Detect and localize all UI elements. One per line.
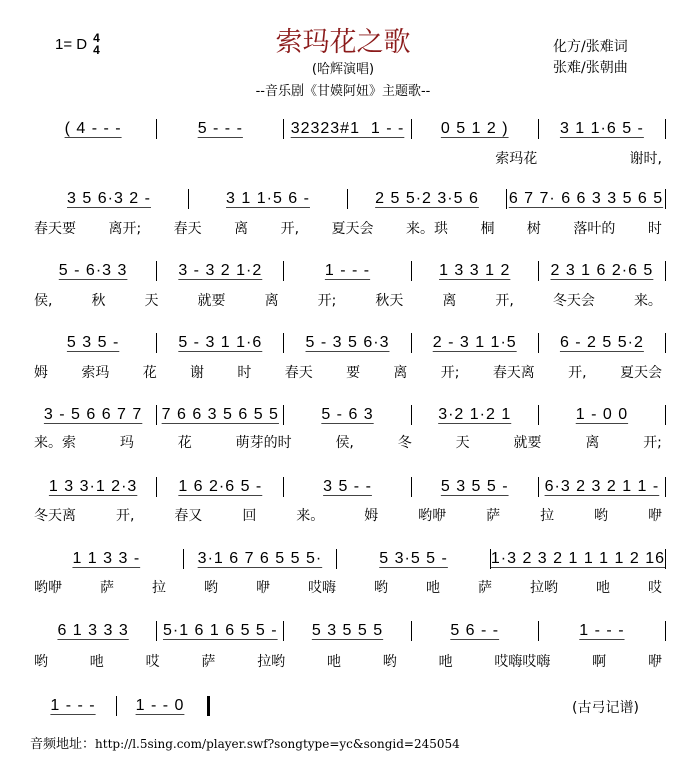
lyric-word: 萨	[478, 580, 492, 596]
notation-line	[30, 188, 666, 210]
measure: 1 3 3 1 2	[439, 262, 511, 279]
measure: 5 - 6·3 3	[58, 262, 128, 279]
audio-label: 音频地址：	[30, 737, 96, 752]
lyric-word: 天	[455, 435, 470, 451]
measure: 3 5 - -	[323, 478, 372, 495]
lyric-word: 冬天会	[552, 293, 595, 309]
measure: 1·3 2 3 2 1 1 1 1 2 16	[490, 550, 665, 567]
lyric-word: 开;	[643, 435, 662, 451]
lyric-word: 哎	[145, 654, 160, 670]
notation-line	[30, 620, 666, 642]
lyric-word: 萨	[201, 654, 216, 670]
measure: 6 1 3 3 3	[57, 622, 129, 639]
lyric-word: 啊	[592, 654, 607, 670]
transcriber-credit: (古弓记谱)	[572, 700, 639, 716]
lyrics-line	[30, 148, 666, 168]
measure: 6·3 2 3 2 1 1 -	[544, 478, 660, 495]
lyric-word: 萨	[486, 508, 501, 524]
lyric-word: 哟	[374, 580, 388, 596]
notation-line	[30, 695, 210, 717]
measure: 1 3 3·1 2·3	[48, 478, 138, 495]
lyric-word: 秋天	[375, 293, 404, 309]
lyric-word: 来。	[633, 293, 662, 309]
lyric-word: 时	[647, 221, 662, 237]
measure: 3 1 1·5 6 -	[226, 190, 310, 207]
lyric-word: 索玛	[81, 365, 110, 381]
lyrics-line	[30, 651, 666, 671]
notation-line	[30, 260, 666, 282]
lyric-word: 索玛花	[495, 151, 538, 167]
lyrics-line	[30, 577, 666, 597]
measure: 5 3 5 5 -	[440, 478, 509, 495]
subtitle: --音乐剧《甘嫫阿妞》主题歌--	[255, 84, 431, 99]
measure: 32323#1 1 - -	[290, 120, 405, 137]
measure: 3 1 1·6 5 -	[559, 120, 644, 137]
audio-url[interactable]: http://l.5sing.com/player.swf?songtype=yc&songid=245054	[95, 737, 460, 751]
lyric-word: 哎嗨哎嗨	[494, 654, 551, 670]
lyric-word: 咿	[256, 580, 270, 596]
lyric-word: 咿	[647, 654, 662, 670]
lyric-word: 哎嗨	[308, 580, 336, 596]
measure: 2 5 5·2 3·5 6	[375, 190, 479, 207]
lyric-word: 离开;	[108, 221, 142, 237]
lyric-word: 夏天会	[331, 221, 374, 237]
measure: 1 - - -	[579, 622, 625, 639]
singer: (哈辉演唱)	[311, 62, 375, 77]
lyric-word: 萨	[100, 580, 114, 596]
lyric-word: 夏天会	[619, 365, 662, 381]
measure: 2 3 1 6 2·6 5	[550, 262, 654, 279]
measure: 6 - 2 5 5·2	[559, 334, 644, 351]
lyric-word: 回	[242, 508, 257, 524]
lyric-word: 吔	[89, 654, 104, 670]
lyric-word: 冬	[397, 435, 412, 451]
measure: 3 - 5 6 6 7 7	[43, 406, 143, 423]
audio-link	[30, 733, 460, 752]
measure: 1 1 3 3 -	[72, 550, 141, 567]
lyric-word: 离	[442, 293, 457, 309]
measure: 3 5 6·3 2 -	[67, 190, 151, 207]
lyric-word: 玛	[119, 435, 134, 451]
lyric-word: 哟咿	[418, 508, 447, 524]
lyric-word: 花	[177, 435, 192, 451]
lyric-word: 侯,	[34, 293, 53, 309]
measure: 1 - - -	[50, 697, 96, 714]
lyric-word: 就要	[513, 435, 542, 451]
barline	[665, 261, 666, 281]
lyrics-line	[30, 505, 666, 525]
notation-line	[30, 118, 666, 140]
measure: 1 - 0 0	[575, 406, 629, 423]
lyric-word: 离	[234, 221, 249, 237]
notation-line	[30, 332, 666, 354]
barline	[665, 477, 666, 497]
lyric-word: 哟	[382, 654, 397, 670]
notation-line	[30, 476, 666, 498]
lyric-word: 离	[264, 293, 279, 309]
lyric-word: 开,	[495, 293, 514, 309]
lyric-word: 谢	[190, 365, 205, 381]
lyric-word: 吔	[596, 580, 610, 596]
measure: 3·1 6 7 6 5 5 5·	[197, 550, 323, 567]
lyric-word: 春天要	[34, 221, 76, 237]
measure: 5 - 6 3	[321, 406, 374, 423]
lyric-word: 拉哟	[530, 580, 558, 596]
lyrics-line	[30, 218, 666, 238]
lyric-word: 就要	[197, 293, 226, 309]
lyric-word: 哟	[34, 654, 48, 670]
measure: 3 - 3 2 1·2	[178, 262, 263, 279]
lyric-word: 哟	[204, 580, 218, 596]
lyric-word: 谢时,	[629, 151, 662, 167]
measure: 5 3·5 5 -	[379, 550, 448, 567]
measure: 5 - 3 1 1·6	[178, 334, 263, 351]
lyrics-line	[30, 290, 666, 310]
lyric-word: 哟咿	[34, 580, 62, 596]
lyric-word: 天	[144, 293, 159, 309]
measure: 5 3 5 5 5	[311, 622, 384, 639]
lyric-word: 拉哟	[257, 654, 286, 670]
lyrics-line	[30, 432, 666, 452]
lyric-word: 冬天离	[34, 508, 76, 524]
lyric-word: 哟	[594, 508, 609, 524]
measure: 7 6 6 3 5 6 5 5	[161, 406, 279, 423]
measure: 5 6 - -	[450, 622, 500, 639]
measure: 6 7 7· 6 6 3 3 5 6 5	[508, 190, 664, 207]
measure: 1 - - -	[324, 262, 371, 279]
lyric-word: 秋	[91, 293, 106, 309]
lyrics-line	[30, 362, 666, 382]
lyric-word: 春天	[173, 221, 202, 237]
lyric-word: 春天	[284, 365, 313, 381]
measure: 1 6 2·6 5 -	[178, 478, 263, 495]
measure: 5 3 5 -	[66, 334, 120, 351]
lyric-word: 离	[585, 435, 600, 451]
barline	[665, 549, 666, 569]
measure: 5 - - -	[197, 120, 243, 137]
lyric-word: 吔	[326, 654, 341, 670]
lyric-word: 姆	[34, 365, 48, 381]
barline	[665, 119, 666, 139]
lyric-word: 萌芽的时	[235, 435, 292, 451]
lyric-word: 姆	[364, 508, 379, 524]
lyric-word: 吔	[426, 580, 440, 596]
notation-line	[30, 404, 666, 426]
time-top: 4	[93, 31, 100, 45]
lyric-word: 春又	[174, 508, 203, 524]
measure: 5 - 3 5 6·3	[305, 334, 390, 351]
lyric-word: 拉	[152, 580, 166, 596]
lyric-word: 开,	[568, 365, 587, 381]
lyric-word: 桐	[480, 221, 495, 237]
lyric-word: 花	[142, 365, 157, 381]
lyric-word: 侯,	[335, 435, 354, 451]
barline	[665, 333, 666, 353]
barline	[665, 621, 666, 641]
time-bottom: 4	[93, 43, 100, 57]
lyric-word: 开,	[280, 221, 300, 237]
lyric-word: 要	[346, 365, 361, 381]
lyric-word: 来。索	[34, 435, 76, 451]
barline	[665, 189, 666, 209]
lyric-word: 来。珙	[405, 221, 448, 237]
lyric-word: 树	[526, 221, 541, 237]
measure: 2 - 3 1 1·5	[432, 334, 517, 351]
notation-line	[30, 548, 666, 570]
measure: 1 - - 0	[135, 697, 185, 714]
lyric-word: 哎	[648, 580, 662, 596]
barline	[665, 405, 666, 425]
measure: ( 4 - - -	[64, 120, 122, 137]
lyric-word: 春天离	[492, 365, 535, 381]
lyric-word: 拉	[540, 508, 555, 524]
measure: 5·1 6 1 6 5 5 -	[162, 622, 278, 639]
lyric-word: 离	[393, 365, 408, 381]
lyric-word: 落叶的	[573, 221, 616, 237]
final-barline	[207, 696, 210, 716]
lyric-word: 咿	[647, 508, 662, 524]
lyric-word: 吔	[438, 654, 453, 670]
lyricist: 化方/张难词	[553, 39, 628, 55]
measure: 3·2 1·2 1	[438, 406, 512, 423]
measure: 0 5 1 2 )	[440, 120, 509, 137]
song-title: 索玛花之歌	[275, 27, 411, 58]
lyric-word: 来。	[296, 508, 325, 524]
lyric-word: 时	[237, 365, 252, 381]
lyric-word: 开;	[317, 293, 337, 309]
composer: 张难/张朝曲	[553, 60, 628, 76]
key-text: 1= D	[55, 35, 88, 53]
lyric-word: 开;	[440, 365, 460, 381]
lyric-word: 开,	[115, 508, 135, 524]
